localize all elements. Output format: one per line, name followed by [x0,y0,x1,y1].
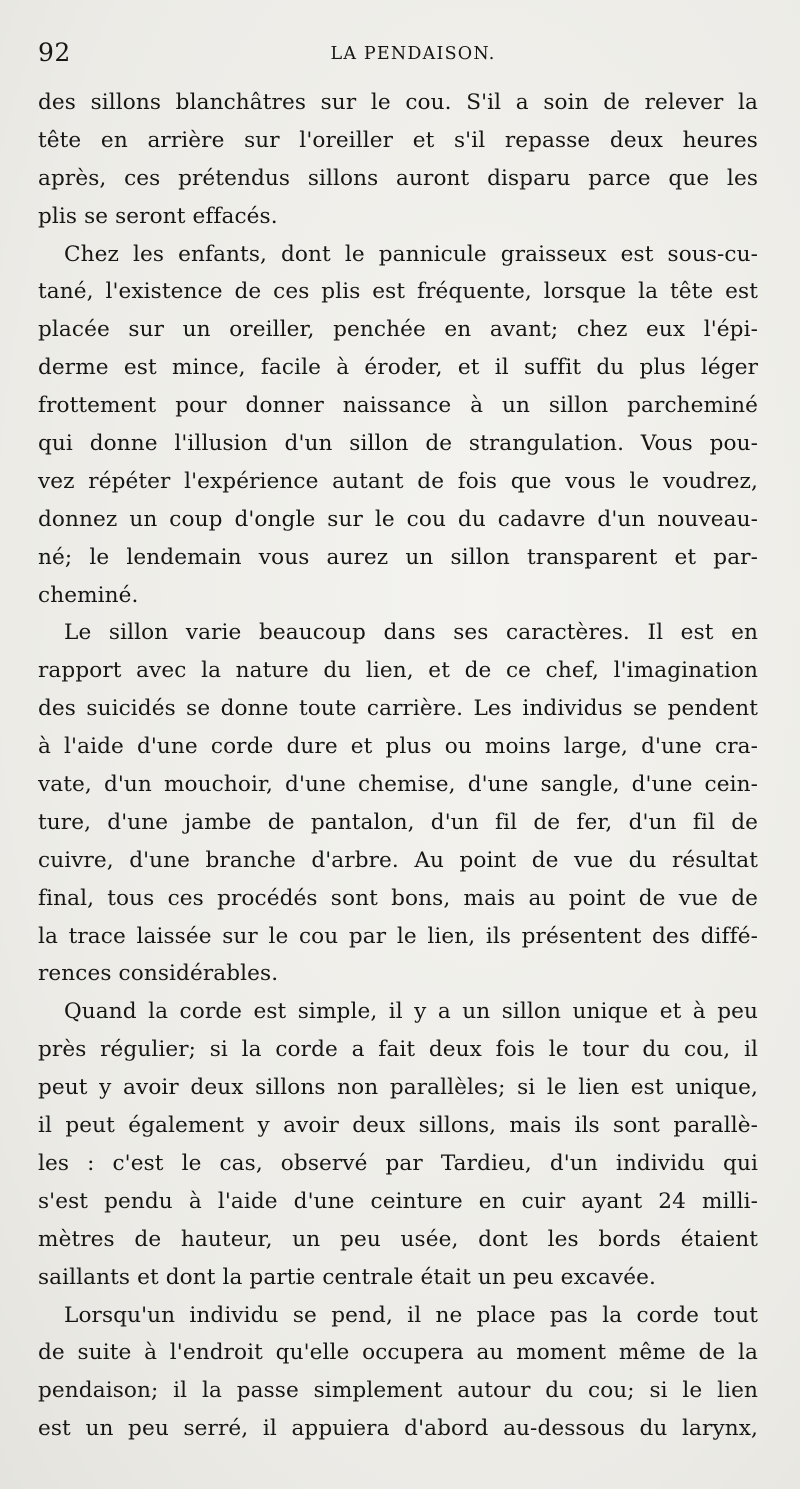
text-line: à l'aide d'une corde dure et plus ou moins large, d'une cra- [38,734,758,760]
text-line: près régulier; si la corde a fait deux fois le tour du cou, il [38,1037,758,1063]
page-number: 92 [38,38,71,67]
text-line: ture, d'une jambe de pantalon, d'un fil de fer, d'un fil de [38,809,758,835]
text-line: Quand la corde est simple, il y a un sillon unique et à peu [64,999,758,1025]
text-line: Lorsqu'un individu se pend, il ne place pas la corde tout [64,1302,758,1328]
text-line: peut y avoir deux sillons non parallèles; si le lien est unique, [38,1075,758,1101]
text-line: mètres de hauteur, un peu usée, dont les bords étaient [38,1226,758,1252]
text-line: placée sur un oreiller, penchée en avant; chez eux l'épi- [38,317,758,343]
text-line: rences considérables. [38,961,279,987]
text-line: né; le lendemain vous aurez un sillon transparent et par- [38,544,758,570]
text-line: après, ces prétendus sillons auront disparu parce que les [38,165,758,191]
text-line: des suicidés se donne toute carrière. Les individus se pendent [38,696,758,722]
text-line: derme est mince, facile à éroder, et il suffit du plus léger [38,355,758,381]
text-line: frottement pour donner naissance à un sillon parcheminé [38,393,758,419]
text-line: pendaison; il la passe simplement autour du cou; si le lien [38,1378,758,1404]
text-line: cheminé. [38,582,139,608]
text-line: cuivre, d'une branche d'arbre. Au point de vue du résultat [38,847,758,873]
text-line: Chez les enfants, dont le pannicule graisseux est sous-cu- [64,241,758,267]
text-line: vez répéter l'expérience autant de fois que vous le voudrez, [38,468,758,494]
text-line: Le sillon varie beaucoup dans ses caractères. Il est en [64,620,758,646]
text-line: les : c'est le cas, observé par Tardieu, d'un individu qui [38,1150,758,1176]
running-head [38,38,758,84]
text-line: des sillons blanchâtres sur le cou. S'il a soin de relever la [38,90,758,115]
text-line: vate, d'un mouchoir, d'une chemise, d'une sangle, d'une cein- [38,772,758,798]
text-line: s'est pendu à l'aide d'une ceinture en cuir ayant 24 milli- [38,1188,758,1214]
body-text [38,84,758,1448]
text-line: tané, l'existence de ces plis est fréquente, lorsque la tête est [38,279,758,305]
text-line: tête en arrière sur l'oreiller et s'il repasse deux heures [38,127,758,153]
text-line: est un peu serré, il appuiera d'abord au-dessous du larynx, [38,1416,758,1442]
text-line: de suite à l'endroit qu'elle occupera au moment même de la [38,1340,758,1366]
text-line: donnez un coup d'ongle sur le cou du cadavre d'un nouveau- [38,506,758,532]
text-line: final, tous ces procédés sont bons, mais au point de vue de [38,885,758,911]
text-line: rapport avec la nature du lien, et de ce chef, l'imagination [38,658,758,684]
text-line: il peut également y avoir deux sillons, mais ils sont parallè- [38,1113,758,1139]
text-line: qui donne l'illusion d'un sillon de strangulation. Vous pou- [38,431,758,457]
text-line: la trace laissée sur le cou par le lien, ils présentent des diffé- [38,923,758,949]
running-title: LA PENDAISON. [330,44,496,64]
text-line: plis se seront effacés. [38,203,278,229]
text-line: saillants et dont la partie centrale était un peu excavée. [38,1264,656,1290]
